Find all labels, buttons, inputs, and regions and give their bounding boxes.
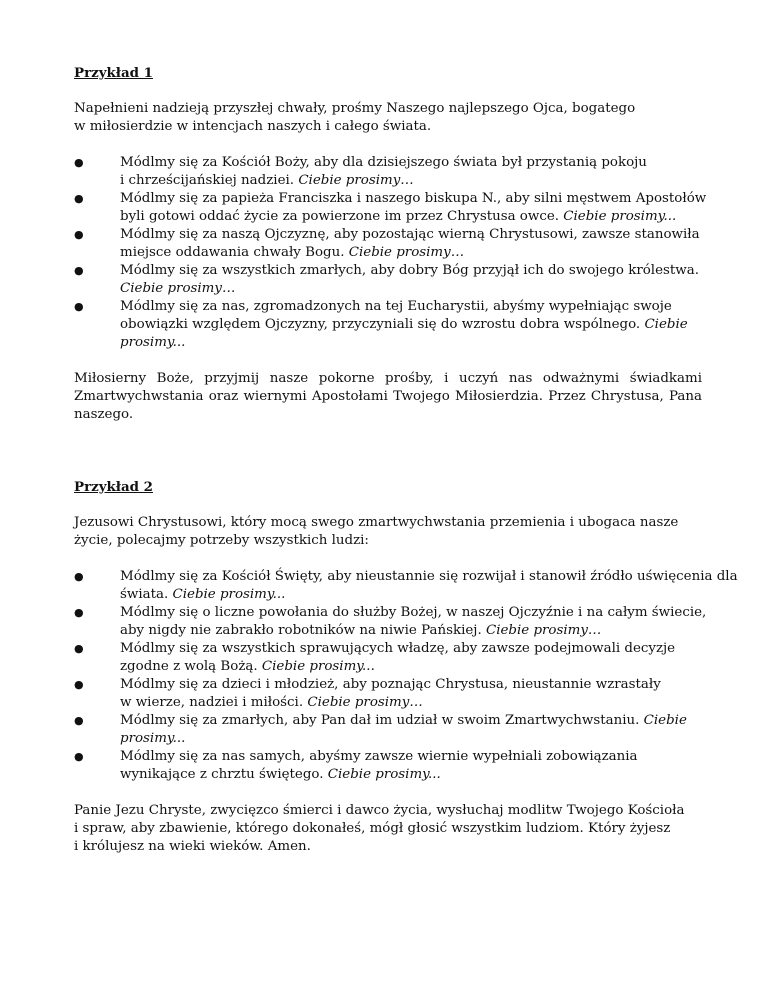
list-item: ● Módlmy się za Kościół Święty, aby nieustannie się rozwijał i stanowił źródło uświęcenia dla świata. Ciebie prosimy...: [74, 569, 738, 602]
example-2-heading: Przykład 2: [74, 479, 153, 495]
list-item: ● Módlmy się za nas samych, abyśmy zawsze wiernie wypełniali zobowiązania wynikające z chrztu świętego. Ciebie prosimy...: [74, 749, 638, 782]
bullet-icon: ●: [74, 192, 84, 205]
list-item: ● Módlmy się za nas, zgromadzonych na tej Eucharystii, abyśmy wypełniając swoje obowiązki względem Ojczyzny, przyczyniali się do wzrostu dobra wspólnego. Ciebie prosimy...: [74, 298, 702, 352]
example-1-closing-prayer: Miłosierny Boże, przyjmij nasze pokorne prośby, i uczyń nas odważnymi świadkami Zmartwychwstania oraz wiernymi Apostołami Twojego Miłosierdzia. Przez Chrystusa, Pana naszego.: [74, 371, 702, 422]
list-item: ● Módlmy się za Kościół Boży, aby dla dzisiejszego świata był przystanią pokoju i chrześcijańskiej nadziei. Ciebie prosimy…: [74, 155, 647, 188]
bullet-icon: ●: [74, 264, 84, 277]
example-2-intercessions: [74, 568, 738, 784]
example-1-intro: Napełnieni nadzieją przyszłej chwały, prośmy Naszego najlepszego Ojca, bogatego w miłosierdzie w intencjach naszych i całego świata.: [74, 101, 636, 134]
response-text: Ciebie prosimy...: [563, 209, 677, 224]
list-item: ● Módlmy się za papieża Franciszka i naszego biskupa N., aby silni męstwem Apostołów byli gotowi oddać życie za powierzone im przez Chrystusa owce. Ciebie prosimy...: [74, 191, 707, 224]
list-item: ● Módlmy się za wszystkich sprawujących władzę, aby zawsze podejmowali decyzje zgodne z wolą Bożą. Ciebie prosimy...: [74, 641, 676, 674]
response-text: Ciebie: [643, 713, 687, 728]
response-text: Ciebie prosimy…: [485, 623, 602, 638]
bullet-icon: ●: [74, 300, 84, 313]
list-item: ● Módlmy się za naszą Ojczyznę, aby pozostając wierną Chrystusowi, zawsze stanowiła miejsce oddawania chwały Bogu. Ciebie prosimy…: [74, 227, 700, 260]
list-item: ● Módlmy się za dzieci i młodzież, aby poznając Chrystusa, nieustannie wzrastały w wierze, nadziei i miłości. Ciebie prosimy…: [74, 677, 661, 710]
bullet-icon: ●: [74, 642, 84, 655]
bullet-icon: ●: [74, 714, 84, 727]
response-text: prosimy...: [120, 731, 186, 746]
bullet-icon: ●: [74, 228, 84, 241]
response-text: Ciebie: [644, 317, 688, 332]
example-1-intercessions: [74, 154, 707, 352]
response-text: Ciebie prosimy…: [348, 245, 465, 260]
list-item: ● Módlmy się za zmarłych, aby Pan dał im udział w swoim Zmartwychwstaniu. Ciebie prosimy...: [74, 712, 702, 748]
bullet-icon: ●: [74, 678, 84, 691]
example-2-intro: Jezusowi Chrystusowi, który mocą swego zmartwychwstania przemienia i ubogaca nasze życie, polecajmy potrzeby wszystkich ludzi:: [74, 515, 679, 548]
bullet-icon: ●: [74, 570, 84, 583]
bullet-icon: ●: [74, 750, 84, 763]
response-text: Ciebie prosimy...: [261, 659, 375, 674]
document-page: [74, 64, 738, 856]
response-text: prosimy...: [120, 335, 186, 350]
list-item: ● Módlmy się za wszystkich zmarłych, aby dobry Bóg przyjął ich do swojego królestwa. Ciebie prosimy…: [74, 262, 702, 298]
response-text: Ciebie prosimy...: [327, 767, 441, 782]
response-text: Ciebie prosimy...: [172, 587, 286, 602]
bullet-icon: ●: [74, 156, 84, 169]
response-text: Ciebie prosimy…: [307, 695, 423, 710]
bullet-icon: ●: [74, 606, 84, 619]
response-text: Ciebie prosimy…: [120, 281, 236, 296]
list-item: ● Módlmy się o liczne powołania do służby Bożej, w naszej Ojczyźnie i na całym świecie, aby nigdy nie zabrakło robotników na niwie Pańskiej. Ciebie prosimy…: [74, 605, 707, 638]
response-text: Ciebie prosimy…: [298, 173, 414, 188]
example-1-heading: Przykład 1: [74, 65, 153, 81]
example-2-closing-prayer: Panie Jezu Chryste, zwycięzco śmierci i dawco życia, wysłuchaj modlitw Twojego Kościoła i spraw, aby zbawienie, którego dokonałeś, mógł głosić wszystkim ludziom. Który żyjesz i królujesz na wieki wieków. Amen.: [74, 803, 685, 854]
